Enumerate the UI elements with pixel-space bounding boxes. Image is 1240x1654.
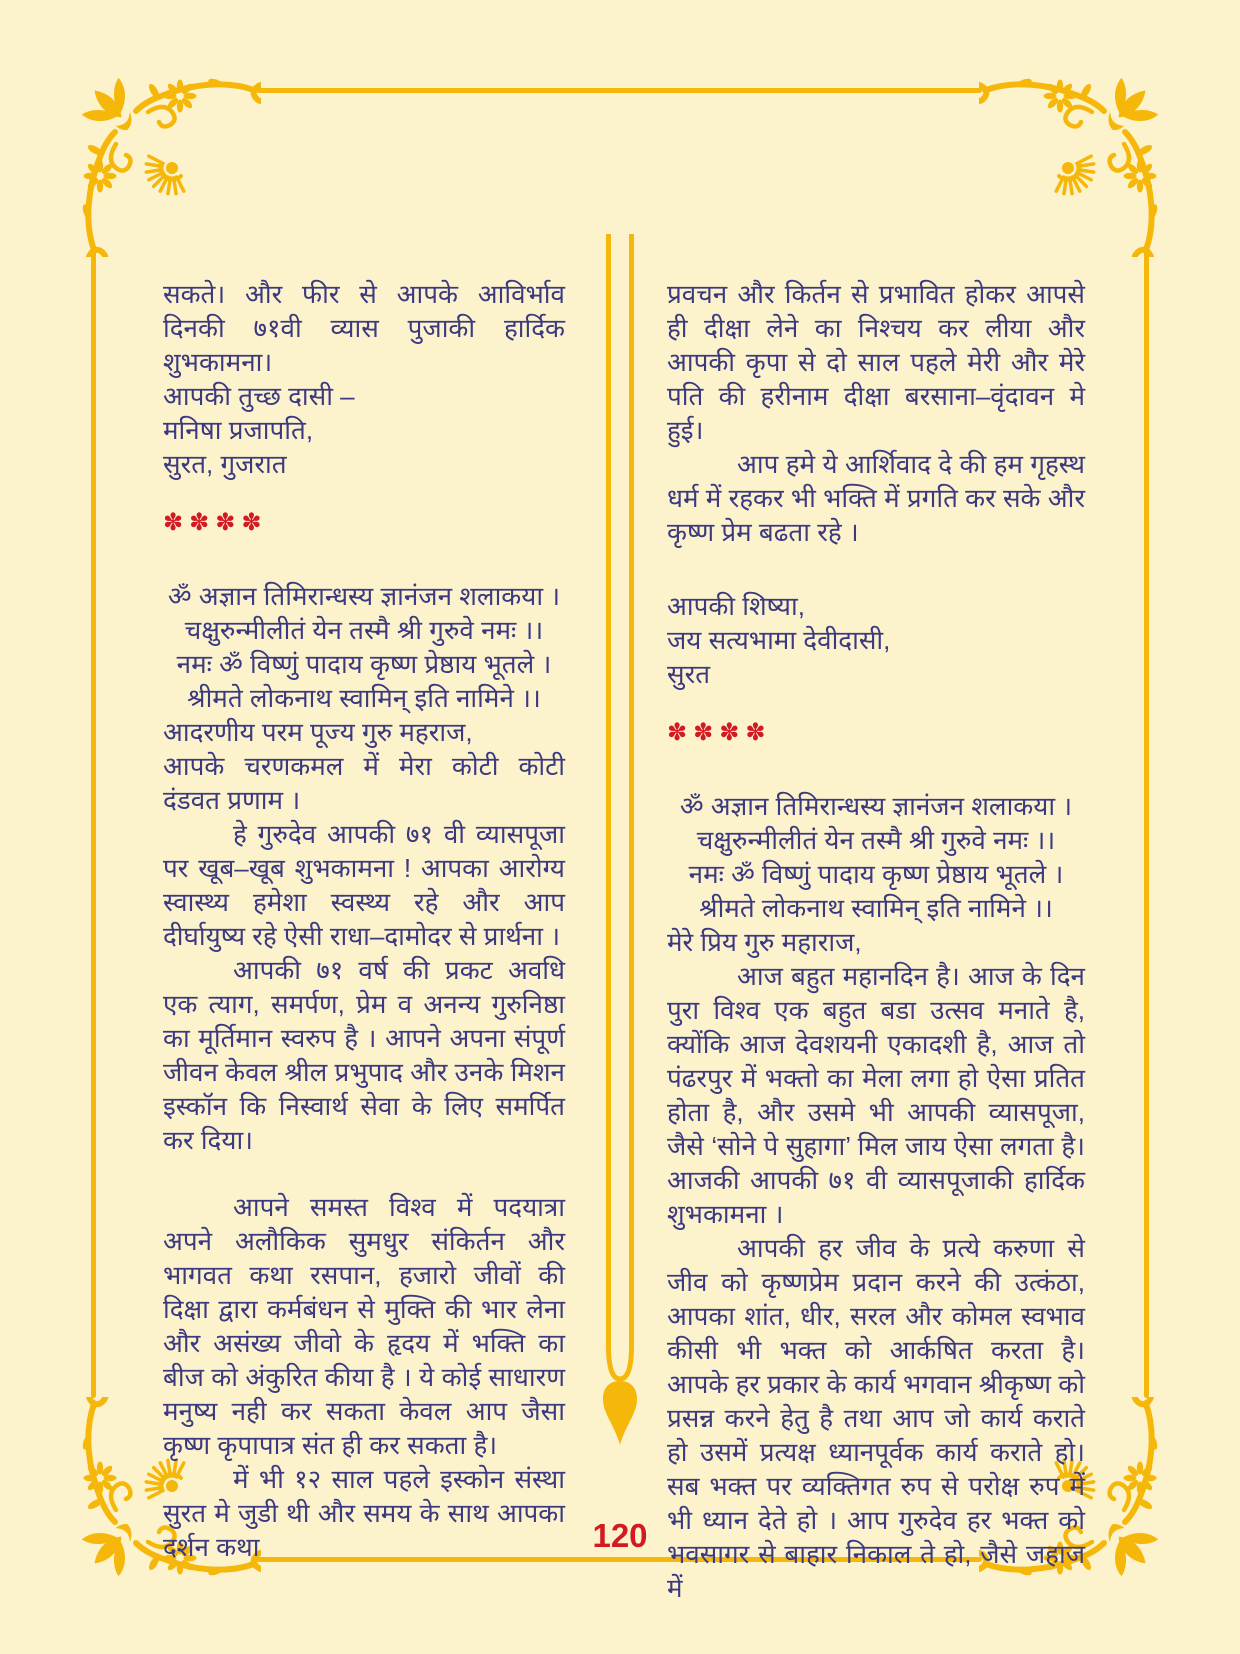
shloka-line: श्रीमते लोकनाथ स्वामिन् इति नामिने ।। [187, 683, 541, 713]
salutation: मेरे प्रिय गुरु महाराज, [667, 927, 862, 957]
paragraph: आपकी हर जीव के प्रत्ये करुणा से जीव को कृष्णप्रेम प्रदान करने की उत्कंठा, आपका शांत, धीर, सरल और कोमल स्वभाव कीसी भी भक्त को आर्कषित करता है। आपके हर प्रकार के कार्य भगवान श्रीकृष्ण को प्रसन्न करने हेतु है तथा आप जो कार्य कराते हो उसमें प्रत्यक्ष ध्यानपूर्वक कार्य कराते हो। सब भक्त पर व्यक्तिगत रुप से परोक्ष रुप में भी ध्यान देते हो । आप गुरुदेव हर भक्त को भवसागर से बाहार निकाल ते हो, जैसे जहाज में [667, 1233, 1085, 1603]
shloka-line: नमः ॐ विष्णुं पादाय कृष्ण प्रेष्ठाय भूतले । [176, 649, 552, 679]
paragraph: आपने समस्त विश्व में पदयात्रा अपने अलौकिक सुमधुर संकिर्तन और भागवत कथा रसपान, हजारो जीवों की दिक्षा द्वारा कर्मबंधन से मुक्ति की भार लेना और असंख्य जीवो के हृदय में भक्ति का बीज को अंकुरित कीया है । ये कोई साधारण मनुष्य नही कर सकता केवल आप जैसा कृष्ण कृपापात्र संत ही कर सकता है। [163, 1192, 565, 1460]
shloka-line: ॐ अज्ञान तिमिरान्धस्य ज्ञानंजन शलाकया । [679, 791, 1073, 821]
shloka-line: चक्षुरुन्मीलीतं येन तस्मै श्री गुरुवे नमः ।। [696, 825, 1056, 855]
paragraph: आपके चरणकमल में मेरा कोटी कोटी दंडवत प्रणाम । [163, 751, 565, 815]
paragraph: में भी १२ साल पहले इस्कोन संस्था सुरत मे जुडी थी और समय के साथ आपका दर्शन कथा [163, 1464, 565, 1562]
signature-line: मनिषा प्रजापति, [163, 415, 314, 445]
corner-ornament-icon [979, 72, 1164, 257]
corner-ornament-icon [76, 72, 261, 257]
paragraph-continued: प्रवचन और किर्तन से प्रभावित होकर आपसे ही दीक्षा लेने का निश्चय कर लीया और आपकी कृपा से दो साल पहले मेरी और मेरे पति की हरीनाम दीक्षा बरसाना–वृंदावन मे हुई। [667, 279, 1085, 445]
signature-line: आपकी शिष्या, [667, 591, 805, 621]
shloka-line: श्रीमते लोकनाथ स्वामिन् इति नामिने ।। [699, 893, 1053, 923]
invocation-shloka [667, 789, 1085, 925]
paragraph: आज बहुत महानदिन है। आज के दिन पुरा विश्व एक बहुत बडा उत्सव मनाते है, क्योंकि आज देवशयनी एकादशी है, आज तो पंढरपुर में भक्तो का मेला लगा हो ऐसा प्रतित होता है, और उसमे भी आपकी व्यासपूजा, जैसे ‘सोने पे सुहागा’ मिल जाय ऐसा लगता है। आजकी आपकी ७१ वी व्यासपूजाकी हार्दिक शुभकामना । [667, 961, 1085, 1229]
section-separator: ✽✽✽✽ [667, 719, 772, 746]
shloka-line: नमः ॐ विष्णुं पादाय कृष्ण प्रेष्ठाय भूतले । [688, 859, 1064, 889]
border-line-top [256, 88, 982, 93]
paragraph: आपकी ७१ वर्ष की प्रकट अवधि एक त्याग, समर्पण, प्रेम व अनन्य गुरुनिष्ठा का मूर्तिमान स्वरुप है । आपने अपना संपूर्ण जीवन केवल श्रील प्रभुपाद और उनके मिशन इस्कॉन कि निस्वार्थ सेवा के लिए समर्पित कर दिया। [163, 955, 565, 1155]
right-column [667, 277, 1085, 1605]
paragraph-continued: सकते। और फीर से आपके आविर्भाव दिनकी ७१वी व्यास पुजाकी हार्दिक शुभकामना। [163, 279, 565, 377]
shloka-line: ॐ अज्ञान तिमिरान्धस्य ज्ञानंजन शलाकया । [167, 581, 561, 611]
shloka-line: चक्षुरुन्मीलीतं येन तस्मै श्री गुरुवे नमः ।। [184, 615, 544, 645]
salutation: आदरणीय परम पूज्य गुरु महराज, [163, 717, 473, 747]
signature-line: जय सत्यभामा देवीदासी, [667, 625, 891, 655]
paragraph: आप हमे ये आर्शिवाद दे की हम गृहस्थ धर्म में रहकर भी भक्ति में प्रगति कर सके और कृष्ण प्रेम बढता रहे । [667, 449, 1085, 547]
page-number: 120 [592, 1517, 648, 1554]
invocation-shloka [163, 579, 565, 715]
signature-line: सुरत, गुजरात [163, 449, 287, 479]
border-line-right [1144, 250, 1149, 1398]
section-separator: ✽✽✽✽ [163, 509, 268, 536]
border-line-left [91, 250, 96, 1398]
left-column [163, 277, 565, 1564]
paragraph: हे गुरुदेव आपकी ७१ वी व्यासपूजा पर खूब–खूब शुभकामना ! आपका आरोग्य स्वास्थ्य हमेशा स्वस्थ्य रहे और आप दीर्घायुष्य रहे ऐसी राधा–दामोदर से प्रार्थना । [163, 819, 565, 951]
signature-line: आपकी तुच्छ दासी – [163, 381, 355, 411]
signature-line: सुरत [667, 659, 711, 689]
column-divider-icon [601, 234, 639, 1448]
